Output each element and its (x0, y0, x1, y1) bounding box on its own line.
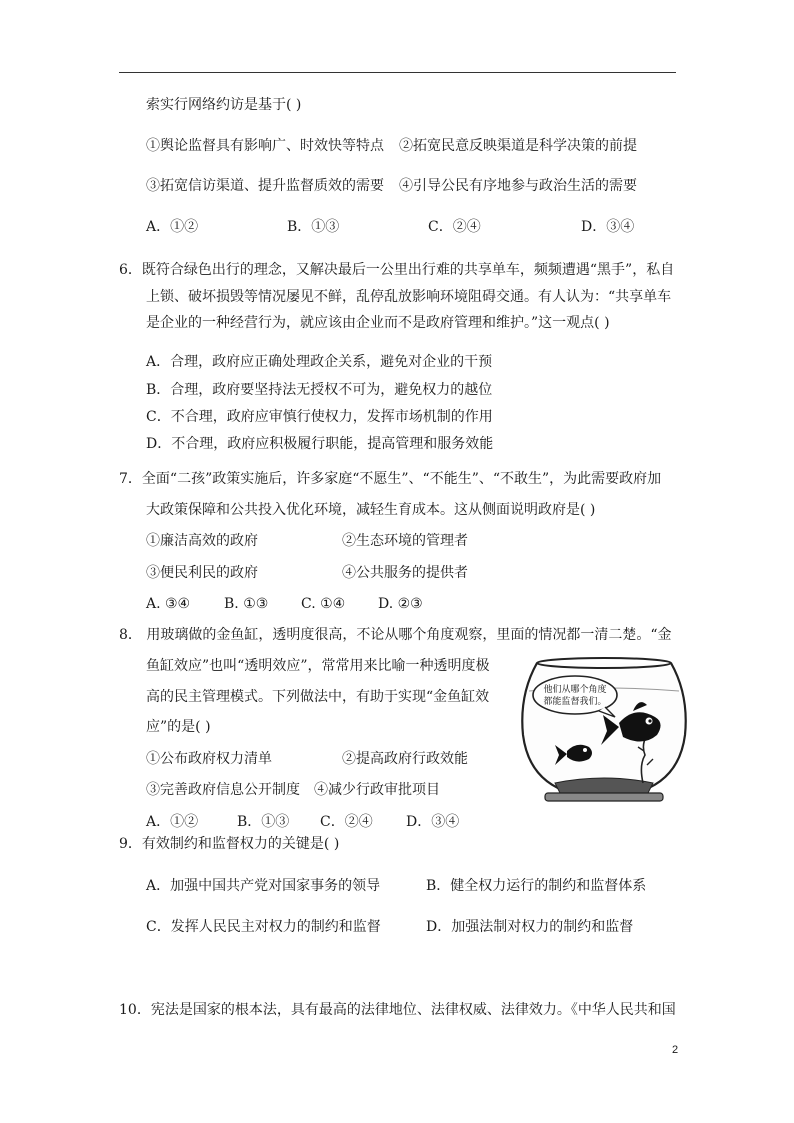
q9-option-b[interactable]: B．健全权力运行的制约和监督体系 (426, 878, 647, 894)
bubble-text-line-1: 他们从哪个角度 (543, 685, 607, 695)
header-rule (119, 72, 676, 73)
q7-stem-line-1: 7．全面“二孩”政策实施后，许多家庭“不愿生”、“不能生”、“不敢生”，为此需要政府加 (119, 471, 662, 487)
q8-stem-line-3: 高的民主管理模式。下列做法中，有助于实现“金鱼缸效 (146, 689, 490, 705)
q6-stem-line-2: 上锁、破坏损毁等情况屡见不鲜，乱停乱放影响环境阻碍交通。有人认为：“共享单车 (146, 289, 672, 305)
q8-stem-line-1: 8． 用玻璃做的金鱼缸，透明度很高，不论从哪个角度观察，里面的情况都一清二楚。“金 (119, 627, 672, 643)
q6-option-b[interactable]: B．合理，政府要坚持法无授权不可为，避免权力的越位 (146, 382, 493, 398)
q8-option-d[interactable]: D．③④ (406, 814, 460, 830)
q7-option-d[interactable]: D. ②③ (378, 596, 423, 612)
q7-item-1: ①廉洁高效的政府 (146, 533, 258, 549)
q8-option-b[interactable]: B．①③ (237, 814, 290, 830)
q6-option-c[interactable]: C．不合理，政府应审慎行使权力，发挥市场机制的作用 (146, 409, 493, 425)
q7-stem-line-2: 大政策保障和公共投入优化环境，减轻生育成本。这从侧面说明政府是( ) (146, 502, 596, 518)
bubble-text-line-2: 都能监督我们。 (543, 697, 607, 707)
q6-stem-line-3: 是企业的一种经营行为，就应该由企业而不是政府管理和维护。”这一观点( ) (146, 315, 610, 331)
q5-option-a[interactable]: A．①② (146, 219, 199, 235)
q5-option-d[interactable]: D．③④ (581, 219, 635, 235)
q10-stem-line-1: 10．宪法是国家的根本法，具有最高的法律地位、法律权威、法律效力。《中华人民共和国 (119, 1002, 676, 1018)
q8-option-a[interactable]: A．①② (146, 814, 199, 830)
q9-option-d[interactable]: D．加强法制对权力的制约和监督 (426, 919, 634, 935)
goldfish-bowl-illustration (515, 655, 691, 805)
q8-stem-line-4: 应”的是( ) (146, 719, 211, 735)
q9-option-a[interactable]: A．加强中国共产党对国家事务的领导 (146, 878, 381, 894)
q5-item-2: ②拓宽民意反映渠道是科学决策的前提 (399, 138, 637, 154)
q6-option-a[interactable]: A．合理，政府应正确处理政企关系，避免对企业的干预 (146, 354, 493, 370)
q5-option-b[interactable]: B．①③ (287, 219, 340, 235)
bowl-stand (545, 793, 663, 801)
q9-option-c[interactable]: C．发挥人民民主对权力的制约和监督 (146, 919, 381, 935)
q9-stem: 9．有效制约和监督权力的关键是( ) (119, 836, 340, 852)
q5-item-3: ③拓宽信访渠道、提升监督质效的需要 (146, 178, 384, 194)
q8-item-1: ①公布政府权力清单 (146, 751, 272, 767)
q6-option-d[interactable]: D．不合理，政府应积极履行职能，提高管理和服务效能 (146, 436, 494, 452)
q5-option-c[interactable]: C．②④ (428, 219, 481, 235)
q7-option-c[interactable]: C. ①④ (301, 596, 346, 612)
q7-option-b[interactable]: B. ①③ (224, 596, 269, 612)
q7-item-3: ③便民利民的政府 (146, 565, 258, 581)
q8-option-c[interactable]: C．②④ (320, 814, 373, 830)
q7-item-2: ②生态环境的管理者 (342, 533, 468, 549)
q8-item-2: ②提高政府行政效能 (342, 751, 468, 767)
q7-option-a[interactable]: A. ③④ (146, 596, 191, 612)
q8-item-3: ③完善政府信息公开制度 (146, 782, 300, 798)
q6-stem-line-1: 6．既符合绿色出行的理念，又解决最后一公里出行难的共享单车，频频遭遇“黑手”，私自 (119, 262, 675, 278)
q8-item-4: ④减少行政审批项目 (314, 782, 440, 798)
q5-stem-tail: 索实行网络约访是基于( ) (146, 97, 302, 113)
q5-item-4: ④引导公民有序地参与政治生活的需要 (399, 178, 637, 194)
page-number: 2 (672, 1044, 679, 1056)
q5-item-1: ①舆论监督具有影响广、时效快等特点 (146, 138, 384, 154)
q7-item-4: ④公共服务的提供者 (342, 565, 468, 581)
q8-stem-line-2: 鱼缸效应”也叫“透明效应”，常常用来比喻一种透明度极 (146, 658, 490, 674)
